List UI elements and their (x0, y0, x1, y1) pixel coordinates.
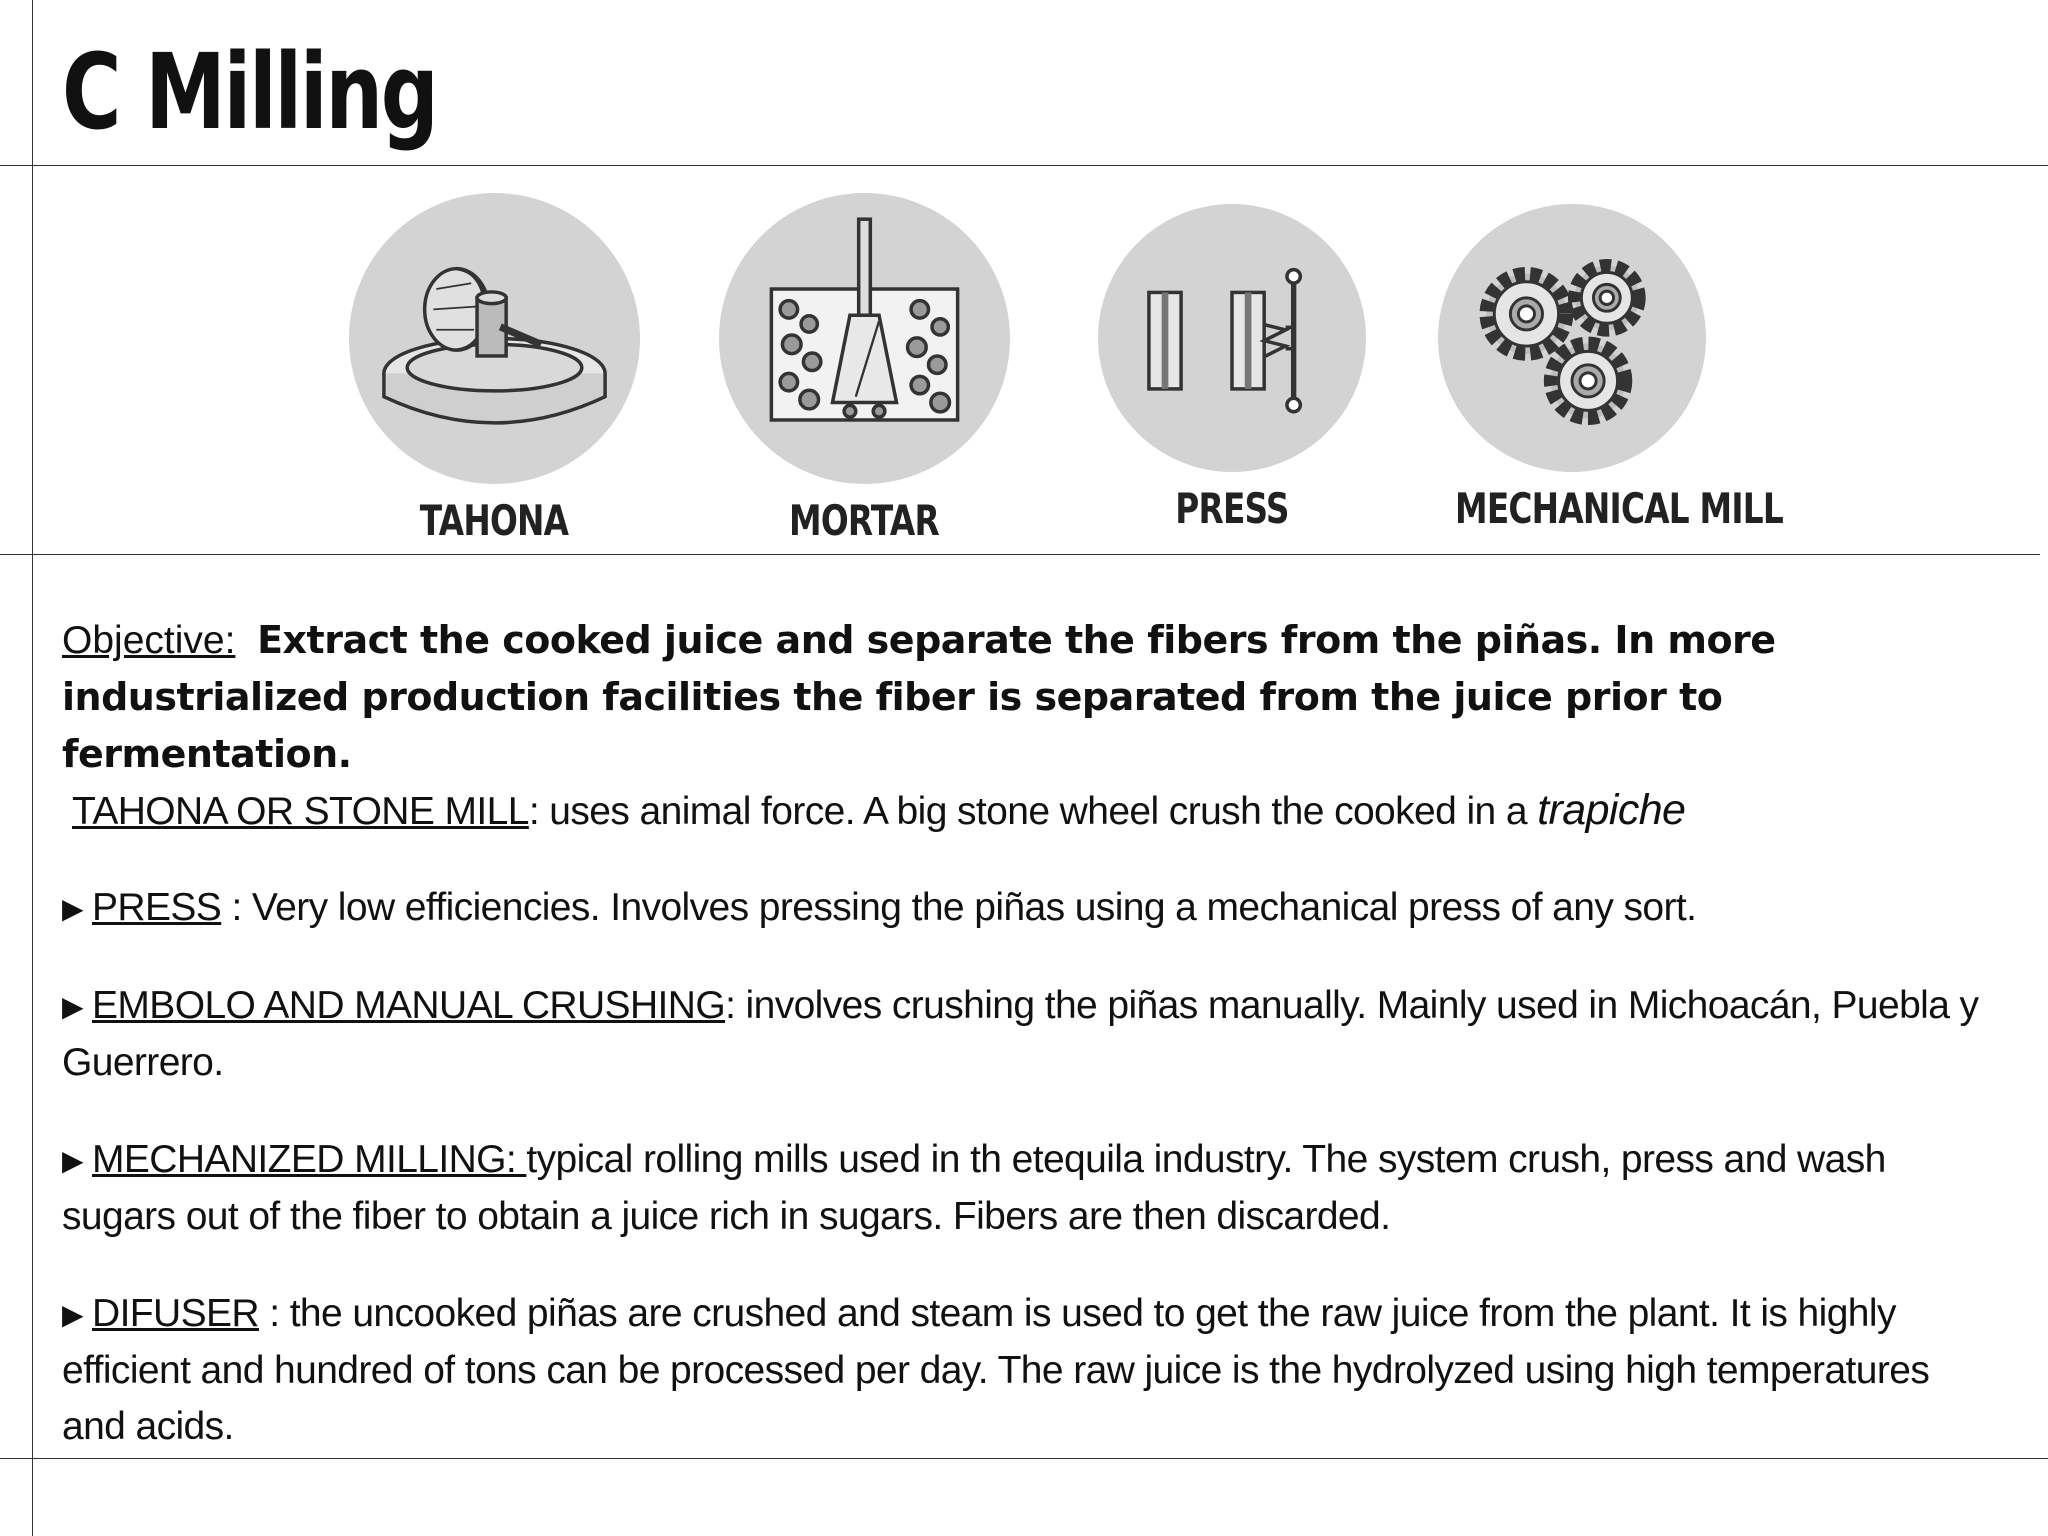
item-term: EMBOLO AND MANUAL CRUSHING (92, 984, 726, 1027)
footer-divider (0, 1458, 2048, 1459)
list-item-press (62, 880, 2002, 937)
item-text: : the uncooked piñas are crushed and steam is used to get the raw juice from the plant. It is highly efficient and hundred of tons can be processed per day. The raw juice is the hydrolyzed using high temperatures and acids. (62, 1292, 1930, 1448)
tahona-label: TAHONA (419, 496, 569, 545)
press-icon (1098, 204, 1366, 472)
header-divider (0, 165, 2048, 166)
item-term: TAHONA OR STONE MILL (72, 790, 529, 833)
press-label: PRESS (1175, 484, 1289, 533)
item-text: : involves crushing the piñas manually. Mainly used in Michoacán, Puebla y Guerrero. (62, 984, 1979, 1084)
mortar-icon (719, 193, 1010, 484)
item-term: MECHANIZED MILLING: (92, 1138, 527, 1181)
objective-statement (62, 612, 1992, 783)
bullet-icon: ▶ (62, 1145, 83, 1176)
icons-divider (0, 554, 2040, 555)
item-term: DIFUSER (92, 1292, 259, 1335)
item-text: : Very low efficiencies. Involves pressing the piñas using a mechanical press of any sort. (221, 886, 1697, 929)
left-vertical-rule (32, 0, 33, 1536)
item-term: PRESS (92, 886, 222, 929)
objective-text: Extract the cooked juice and separate the fibers from the piñas. In more industrialized production facilities the fiber is separated from the juice prior to fermentation. (62, 618, 1776, 776)
list-item-tahona (72, 782, 2012, 840)
list-item-difuser (62, 1286, 2002, 1455)
item-text: typical rolling mills used in th etequila industry. The system crush, press and wash sugars out of the fiber to obtain a juice rich in sugars. Fibers are then discarded. (62, 1138, 1886, 1238)
list-item-embolo (62, 978, 2002, 1091)
list-item-mechanized (62, 1132, 2002, 1245)
mortar-label: MORTAR (789, 496, 939, 545)
item-text: : uses animal force. A big stone wheel crush the cooked in a (528, 790, 1538, 833)
mechanical-mill-icon (1438, 204, 1706, 472)
bullet-icon: ▶ (62, 893, 83, 924)
objective-label: Objective: (62, 619, 236, 662)
mechanical-mill-label: MECHANICAL MILL (1455, 484, 1783, 533)
page-title: C Milling (62, 31, 437, 153)
item-emphasis: trapiche (1537, 786, 1686, 834)
tahona-icon (349, 193, 640, 484)
bullet-icon: ▶ (62, 991, 83, 1022)
bullet-icon: ▶ (62, 1299, 83, 1330)
